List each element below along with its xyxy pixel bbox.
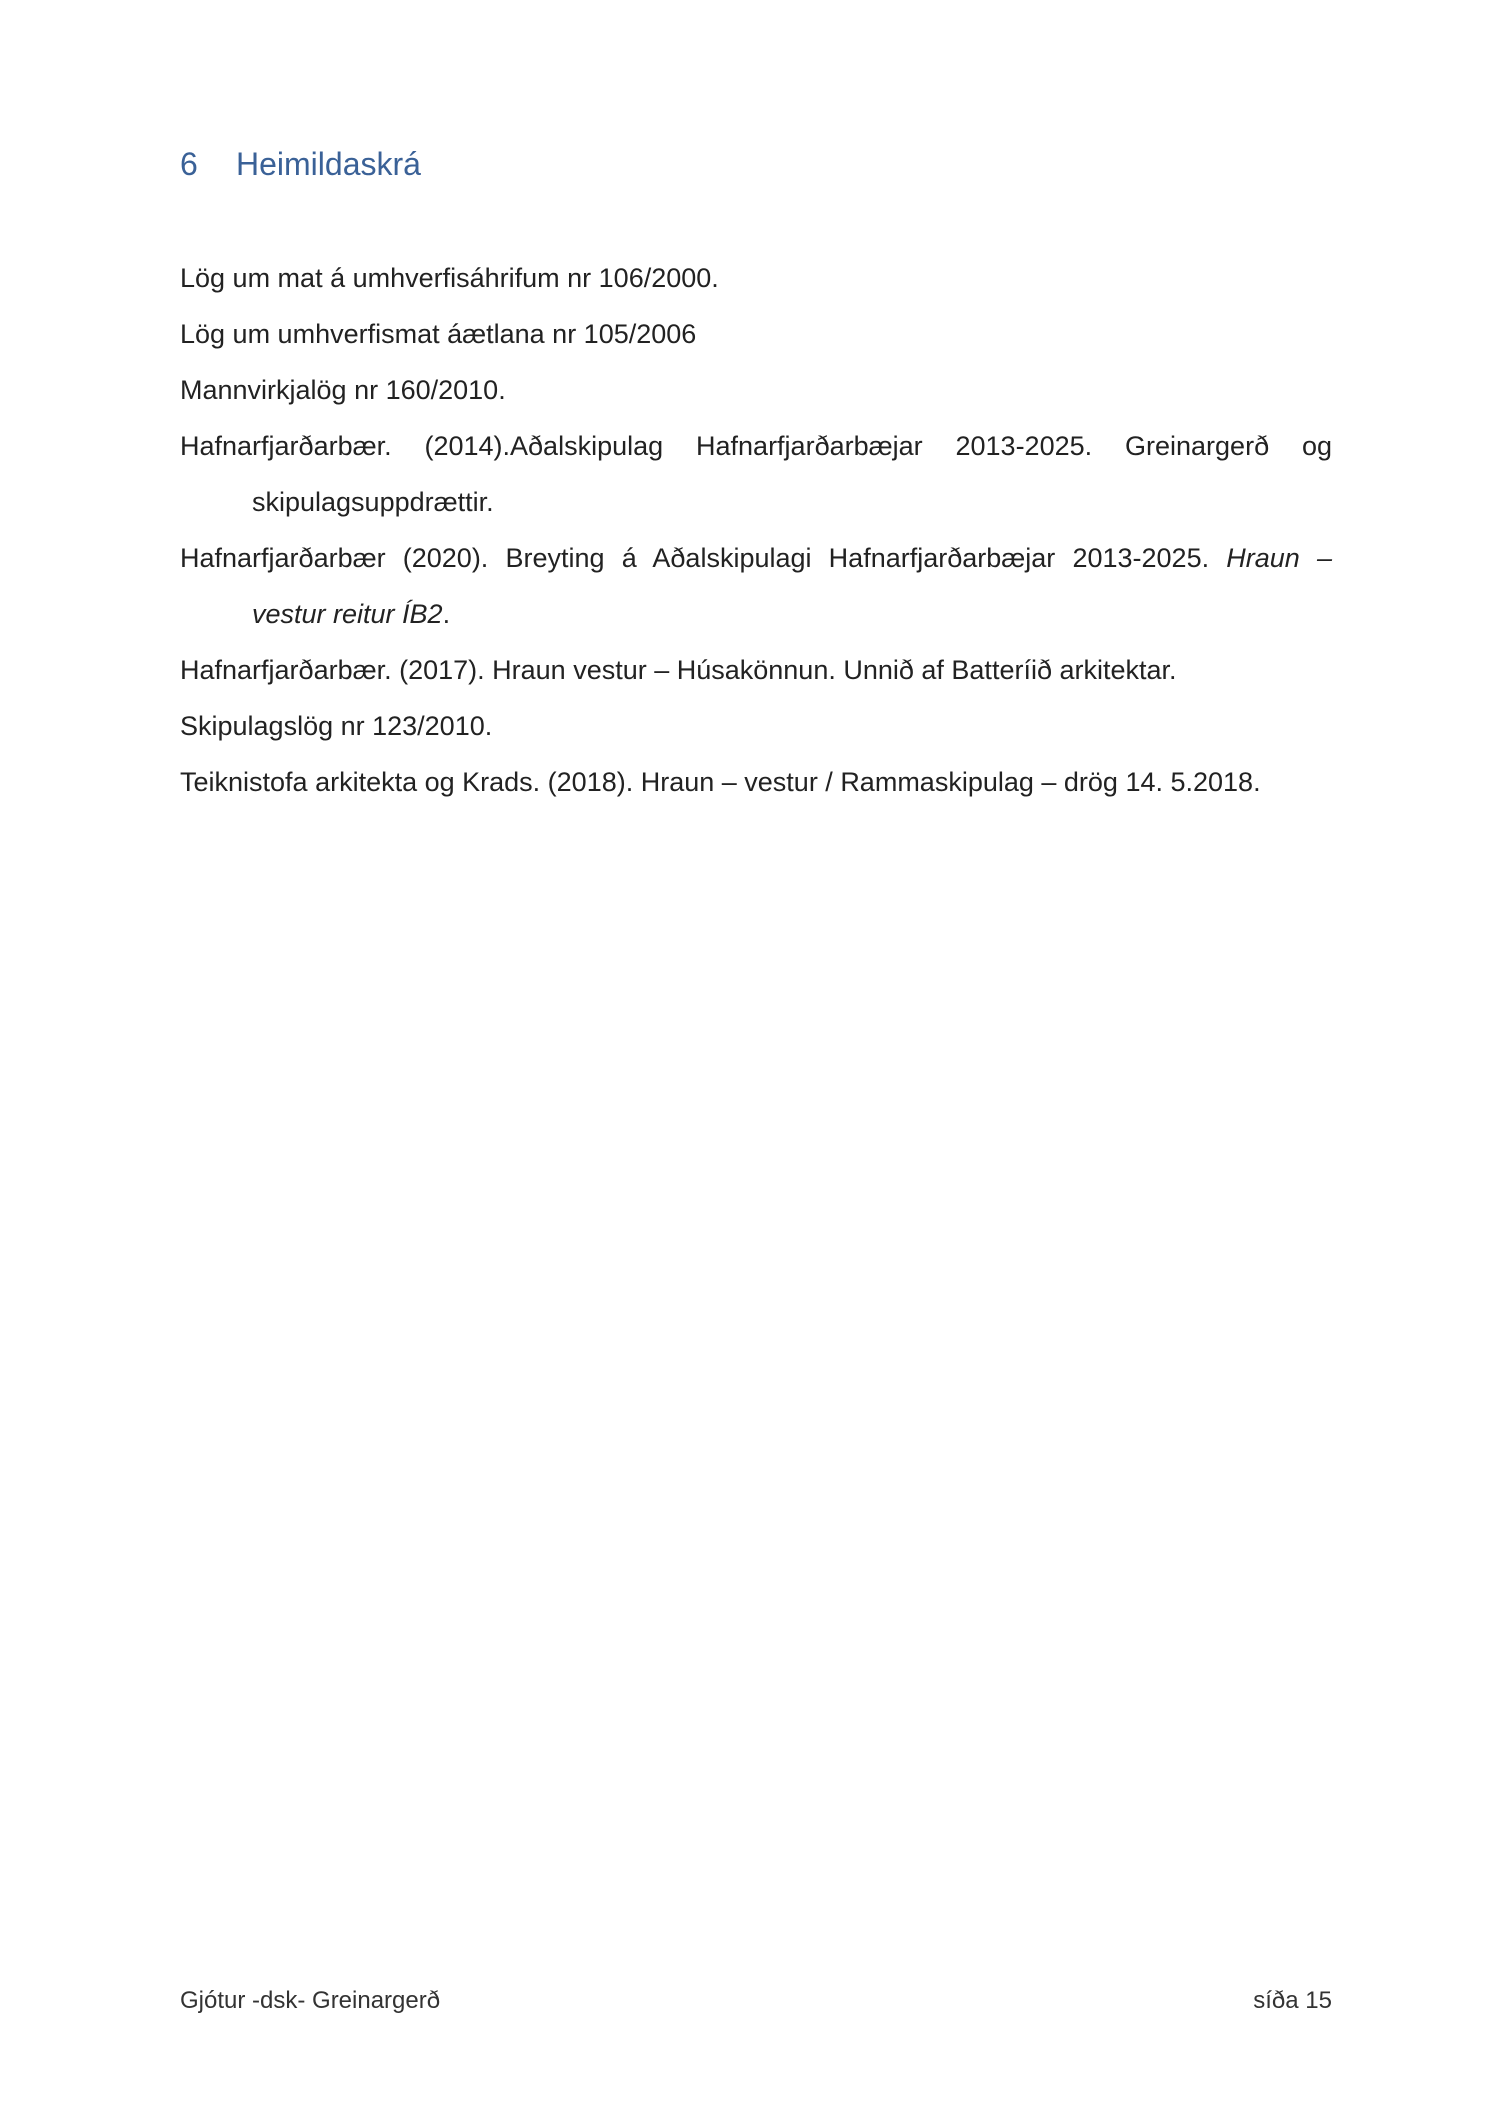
reference-item bbox=[180, 642, 1332, 698]
reference-item bbox=[180, 362, 1332, 418]
footer-document-title: Gjótur -dsk- Greinargerð bbox=[180, 1987, 441, 2014]
reference-item bbox=[180, 418, 1332, 530]
footer-page-number: síða 15 bbox=[1253, 1987, 1332, 2014]
reference-text: Hafnarfjarðarbær. (2014).Aðalskipulag Hafnarfjarðarbæjar 2013-2025. Greinargerð og skipulagsuppdrættir. bbox=[180, 431, 1332, 517]
reference-text-end: . bbox=[442, 599, 451, 629]
reference-text: Teiknistofa arkitekta og Krads. (2018). Hraun – vestur / Rammaskipulag – drög 14. 5.2018. bbox=[180, 767, 1261, 797]
reference-text: Hafnarfjarðarbær (2020). Breyting á Aðalskipulagi Hafnarfjarðarbæjar 2013-2025. bbox=[180, 543, 1227, 573]
reference-item bbox=[180, 530, 1332, 642]
reference-list bbox=[180, 250, 1332, 810]
reference-text: Skipulagslög nr 123/2010. bbox=[180, 711, 493, 741]
reference-item bbox=[180, 250, 1332, 306]
section-number: 6 bbox=[180, 146, 198, 182]
reference-text: Mannvirkjalög nr 160/2010. bbox=[180, 375, 506, 405]
reference-item bbox=[180, 698, 1332, 754]
section-title: Heimildaskrá bbox=[236, 146, 421, 182]
reference-item bbox=[180, 754, 1332, 810]
reference-item bbox=[180, 306, 1332, 362]
reference-text: Lög um mat á umhverfisáhrifum nr 106/2000. bbox=[180, 263, 719, 293]
section-heading bbox=[180, 146, 421, 183]
reference-text: Lög um umhverfismat áætlana nr 105/2006 bbox=[180, 319, 697, 349]
reference-italic-title: Hraun – vestur reitur ÍB2 bbox=[252, 543, 1332, 629]
reference-text: Hafnarfjarðarbær. (2017). Hraun vestur – Húsakönnun. Unnið af Batteríið arkitektar. bbox=[180, 655, 1177, 685]
